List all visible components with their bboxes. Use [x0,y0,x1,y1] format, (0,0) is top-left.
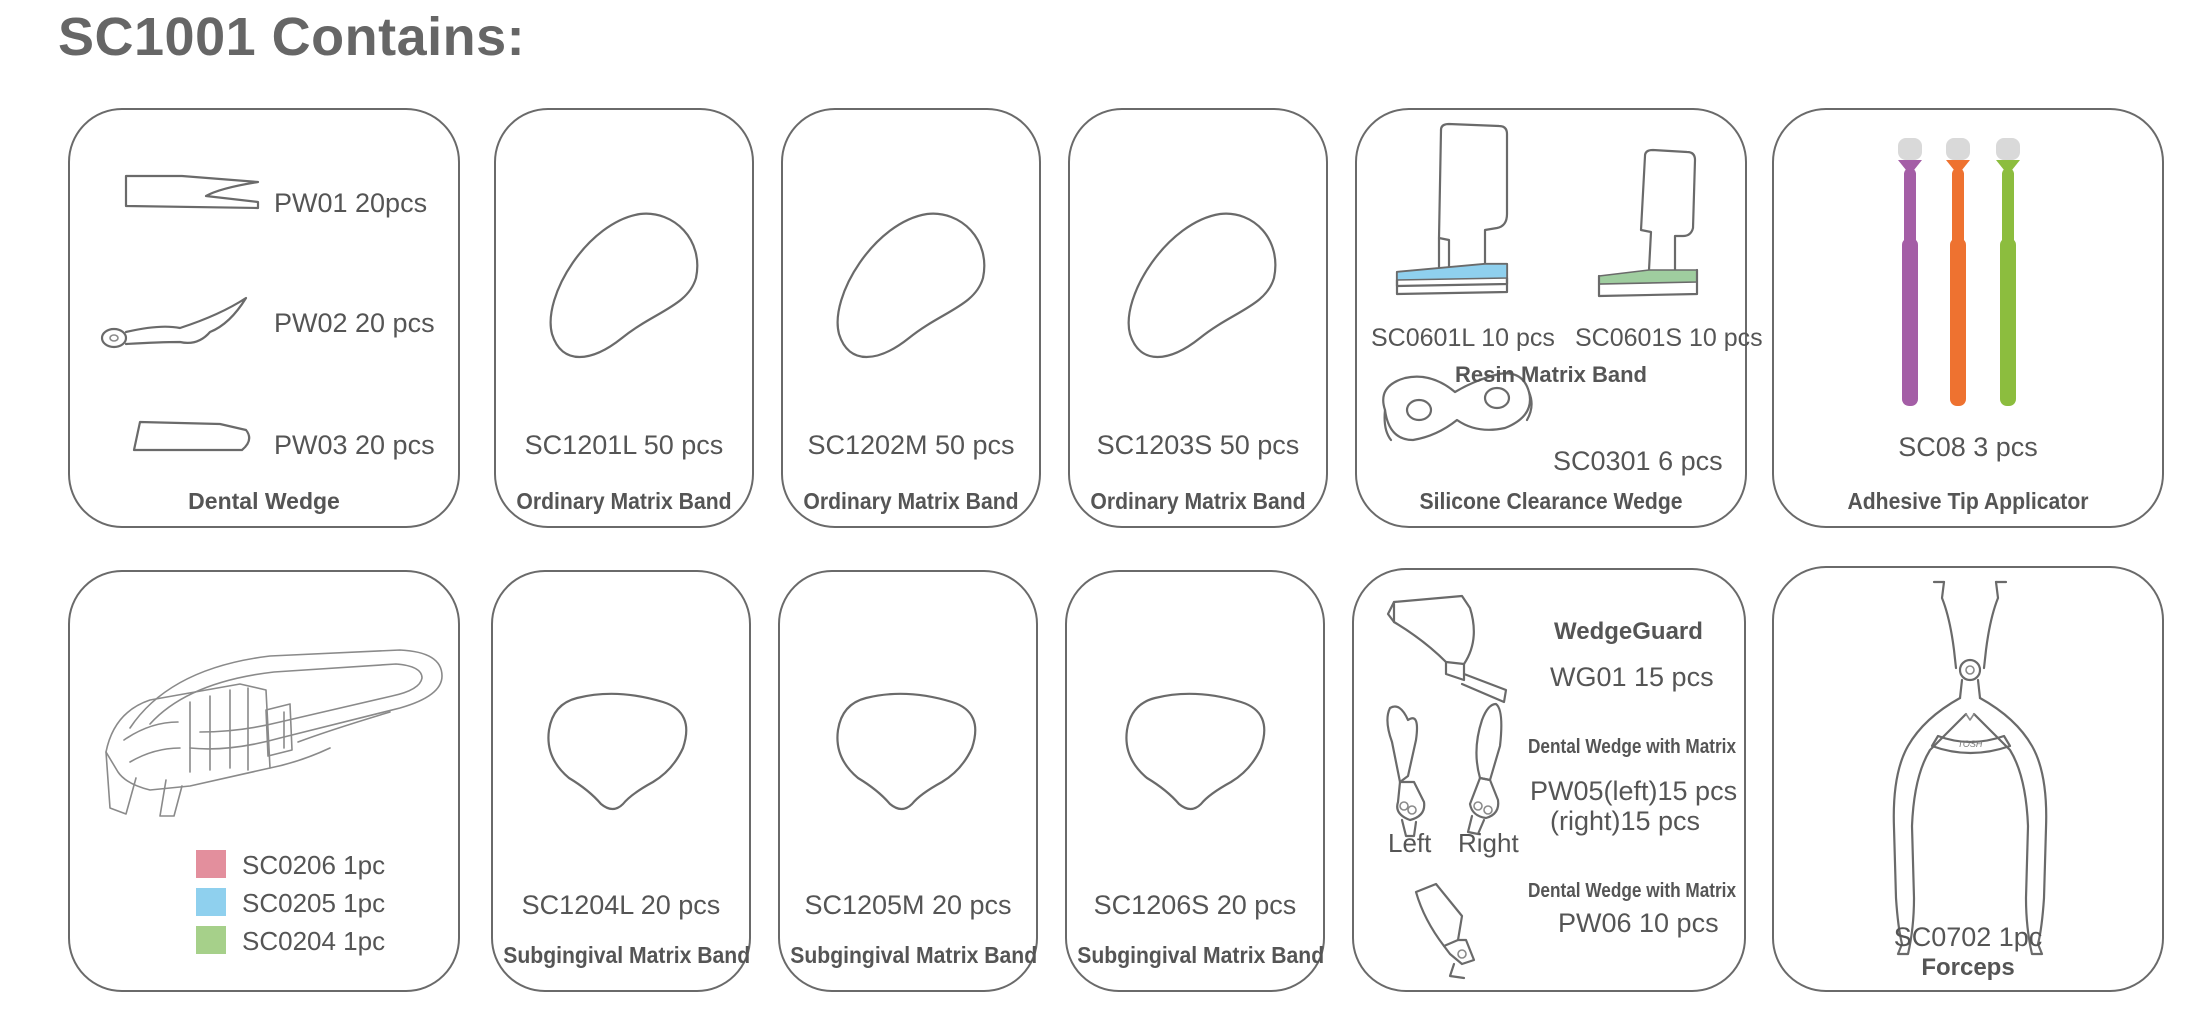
sub-s-caption: Subgingival Matrix Band [1077,942,1325,968]
sub-l-label: SC1204L 20 pcs [521,890,721,920]
pw03-label: PW03 20 pcs [274,430,435,460]
applicator-orange-icon [1946,138,1970,406]
card-ordinary-band-l [494,108,754,528]
right-label: Right [1458,828,1519,858]
applicator-purple-icon [1898,138,1922,406]
sc0204-label: SC0204 1pc [242,926,386,956]
card-subgingival-band-l [491,570,751,992]
silicone-wedge-label: SC0301 6 pcs [1553,446,1723,476]
card-ordinary-band-s [1068,108,1328,528]
forceps-brand: TOSH [1957,739,1983,749]
band-m-caption: Ordinary Matrix Band [803,488,1019,514]
forceps-icon [1894,582,2046,954]
sub-m-caption: Subgingival Matrix Band [790,942,1038,968]
applicator-label: SC08 3 pcs [1898,432,2038,462]
sc0205-label: SC0205 1pc [242,888,386,918]
wedge-matrix-left-icon [1387,707,1424,837]
band-s-label: SC1203S 50 pcs [1096,430,1300,460]
wedgeguard-heading: WedgeGuard [1554,618,1703,645]
swatch-blue [196,888,226,916]
card-forceps [1772,566,2164,992]
resin-band-s-icon [1599,150,1697,296]
card-resin-silicone [1355,108,1763,528]
matrix-band-l-icon [551,214,698,357]
card-ordinary-band-m [781,108,1041,528]
card-dental-wedge [68,108,460,528]
wedge-matrix-right-icon [1468,704,1501,834]
wedge-pw02-icon [102,298,246,347]
wedge-pw03-icon [134,422,249,450]
pw01-label: PW01 20pcs [274,188,428,218]
pw06-label: PW06 10 pcs [1558,908,1719,938]
sc0206-label: SC0206 1pc [242,850,386,880]
card-adhesive-applicator [1772,108,2164,528]
silicone-wedge-caption: Silicone Clearance Wedge [1419,488,1683,514]
pw02-label: PW02 20 pcs [274,308,435,338]
matrix-band-s-icon [1129,214,1276,357]
dental-wedge-caption: Dental Wedge [188,488,340,514]
resin-band-l-label: SC0601L 10 pcs [1371,324,1555,352]
band-s-caption: Ordinary Matrix Band [1090,488,1306,514]
band-l-caption: Ordinary Matrix Band [516,488,732,514]
wg01-label: WG01 15 pcs [1550,662,1714,692]
subgingival-band-s-icon [1126,694,1264,809]
pw05-right-label: (right)15 pcs [1550,806,1701,836]
subgingival-band-m-icon [837,694,975,809]
swatch-pink [196,850,226,878]
matrix-ring-icon [106,650,442,816]
card-wedgeguard [1352,568,1746,992]
pw05-left-label: PW05(left)15 pcs [1530,776,1738,806]
swatch-green [196,926,226,954]
card-matrix-ring [68,570,460,992]
dental-wedge-matrix-heading-1: Dental Wedge with Matrix [1528,736,1737,758]
resin-band-l-icon [1397,124,1507,294]
card-subgingival-band-m [778,570,1038,992]
wedge-matrix-pw06-icon [1416,884,1474,978]
matrix-band-m-icon [838,214,985,357]
card-subgingival-band-s [1065,570,1325,992]
forceps-label: SC0702 1pc [1893,922,2043,952]
page-title: SC1001 Contains: [58,7,526,67]
left-label: Left [1388,828,1432,858]
dental-wedge-matrix-heading-2: Dental Wedge with Matrix [1528,880,1737,902]
band-m-label: SC1202M 50 pcs [807,430,1015,460]
applicator-caption: Adhesive Tip Applicator [1847,488,2089,514]
resin-band-s-label: SC0601S 10 pcs [1575,324,1763,352]
forceps-caption: Forceps [1921,954,2015,981]
resin-band-caption: Resin Matrix Band [1455,362,1647,387]
band-l-label: SC1201L 50 pcs [524,430,724,460]
sub-l-caption: Subgingival Matrix Band [503,942,751,968]
applicator-green-icon [1996,138,2020,406]
wedgeguard-icon [1388,596,1506,702]
subgingival-band-l-icon [548,694,686,809]
sub-s-label: SC1206S 20 pcs [1093,890,1297,920]
sub-m-label: SC1205M 20 pcs [804,890,1012,920]
wedge-pw01-icon [126,176,258,208]
